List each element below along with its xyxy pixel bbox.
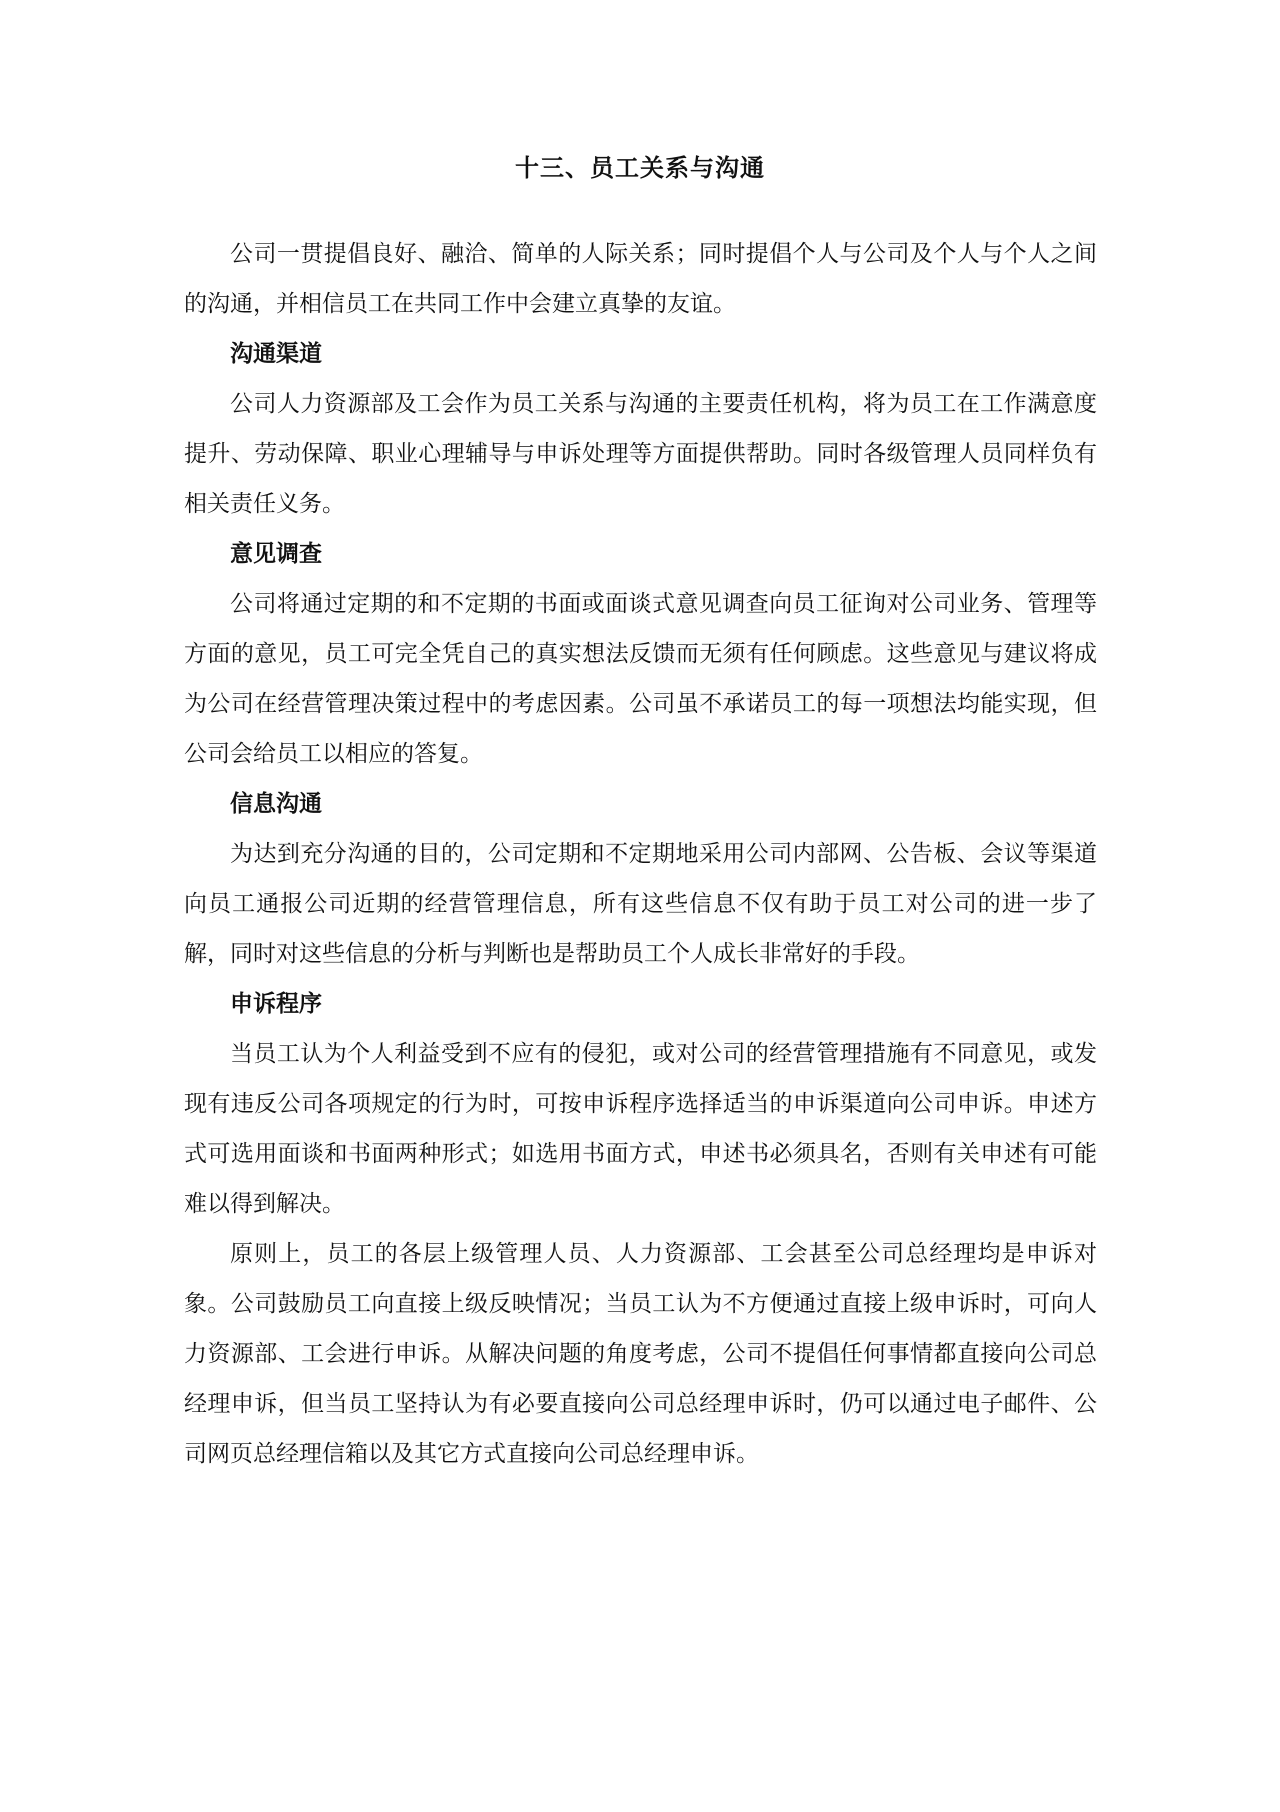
page-title: 十三、员工关系与沟通	[515, 153, 765, 182]
section-paragraph: 当员工认为个人利益受到不应有的侵犯，或对公司的经营管理措施有不同意见，或发现有违反公司各项规定的行为时，可按申诉程序选择适当的申诉渠道向公司申诉。申述方式可选用面谈和书面两种形式；如选用书面方式，申述书必须具名，否则有关申述有可能难以得到解决。	[184, 1041, 1097, 1217]
document-body	[184, 229, 1097, 1479]
section-heading-complaint-procedure: 申诉程序	[230, 990, 322, 1017]
section-paragraph: 为达到充分沟通的目的，公司定期和不定期地采用公司内部网、公告板、会议等渠道向员工通报公司近期的经营管理信息，所有这些信息不仅有助于员工对公司的进一步了解，同时对这些信息的分析与判断也是帮助员工个人成长非常好的手段。	[184, 841, 1097, 967]
section-heading-information-communication: 信息沟通	[230, 790, 322, 817]
section-heading-opinion-survey: 意见调查	[230, 540, 322, 567]
section-heading-communication-channels: 沟通渠道	[230, 340, 322, 367]
intro-paragraph: 公司一贯提倡良好、融洽、简单的人际关系；同时提倡个人与公司及个人与个人之间的沟通，并相信员工在共同工作中会建立真挚的友谊。	[184, 241, 1097, 317]
section-paragraph: 原则上，员工的各层上级管理人员、人力资源部、工会甚至公司总经理均是申诉对象。公司鼓励员工向直接上级反映情况；当员工认为不方便通过直接上级申诉时，可向人力资源部、工会进行申诉。从解决问题的角度考虑，公司不提倡任何事情都直接向公司总经理申诉，但当员工坚持认为有必要直接向公司总经理申诉时，仍可以通过电子邮件、公司网页总经理信箱以及其它方式直接向公司总经理申诉。	[184, 1241, 1097, 1467]
section-paragraph: 公司将通过定期的和不定期的书面或面谈式意见调查向员工征询对公司业务、管理等方面的意见，员工可完全凭自己的真实想法反馈而无须有任何顾虑。这些意见与建议将成为公司在经营管理决策过程中的考虑因素。公司虽不承诺员工的每一项想法均能实现，但公司会给员工以相应的答复。	[184, 591, 1097, 767]
section-paragraph: 公司人力资源部及工会作为员工关系与沟通的主要责任机构，将为员工在工作满意度提升、劳动保障、职业心理辅导与申诉处理等方面提供帮助。同时各级管理人员同样负有相关责任义务。	[184, 391, 1097, 517]
